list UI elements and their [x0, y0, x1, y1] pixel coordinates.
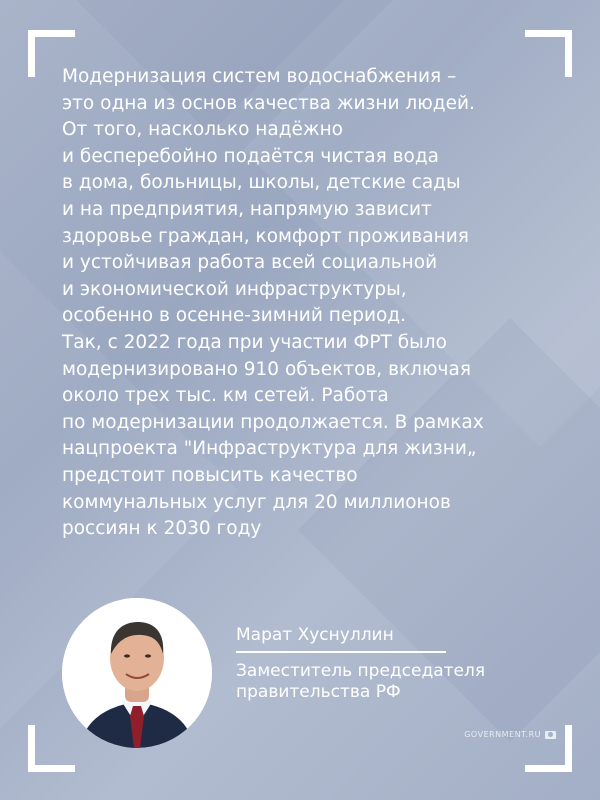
quote-line: и бесперебойно подаётся чистая вода: [62, 145, 439, 167]
quote-line: коммунальных услуг для 20 миллионов: [62, 491, 451, 513]
author-name: Марат Хуснуллин: [236, 624, 446, 653]
quote-line: россиян к 2030 году: [62, 518, 262, 540]
quote-line: особенно в осенне-зимний период.: [62, 305, 406, 327]
author-role-line: Заместитель председателя: [236, 661, 486, 681]
quote-line: предстоит повысить качество: [62, 464, 358, 486]
author-role-line: правительства РФ: [236, 682, 401, 702]
author-block: [236, 624, 485, 703]
quote-line: Так, с 2022 года при участии ФРТ было: [62, 331, 447, 353]
source-credit: [464, 730, 556, 739]
quote-line: около трех тыс. км сетей. Работа: [62, 385, 389, 407]
quote-line: и на предприятия, напрямую зависит: [62, 198, 432, 220]
quote-line: Модернизация систем водоснабжения –: [62, 66, 457, 87]
source-label: GOVERNMENT.RU: [464, 730, 541, 739]
quote-line: по модернизации продолжается. В рамках: [62, 411, 484, 433]
author-avatar: [62, 598, 212, 748]
quote-line: здоровье граждан, комфорт проживания: [62, 225, 469, 247]
quote-text: [62, 64, 562, 543]
quote-line: нацпроекта "Инфраструктура для жизни„: [62, 438, 477, 460]
quote-line: и экономической инфраструктуры,: [62, 278, 407, 300]
quote-line: и устойчивая работа всей социальной: [62, 252, 438, 274]
author-role: [236, 661, 485, 703]
quote-line: От того, насколько надёжно: [62, 119, 343, 141]
camera-icon: [545, 731, 556, 739]
quote-line: модернизировано 910 объектов, включая: [62, 358, 471, 380]
quote-line: это одна из основ качества жизни людей.: [62, 92, 475, 114]
frame-corner-bottom-left: [28, 725, 75, 772]
quote-line: в дома, больницы, школы, детские сады: [62, 172, 461, 194]
